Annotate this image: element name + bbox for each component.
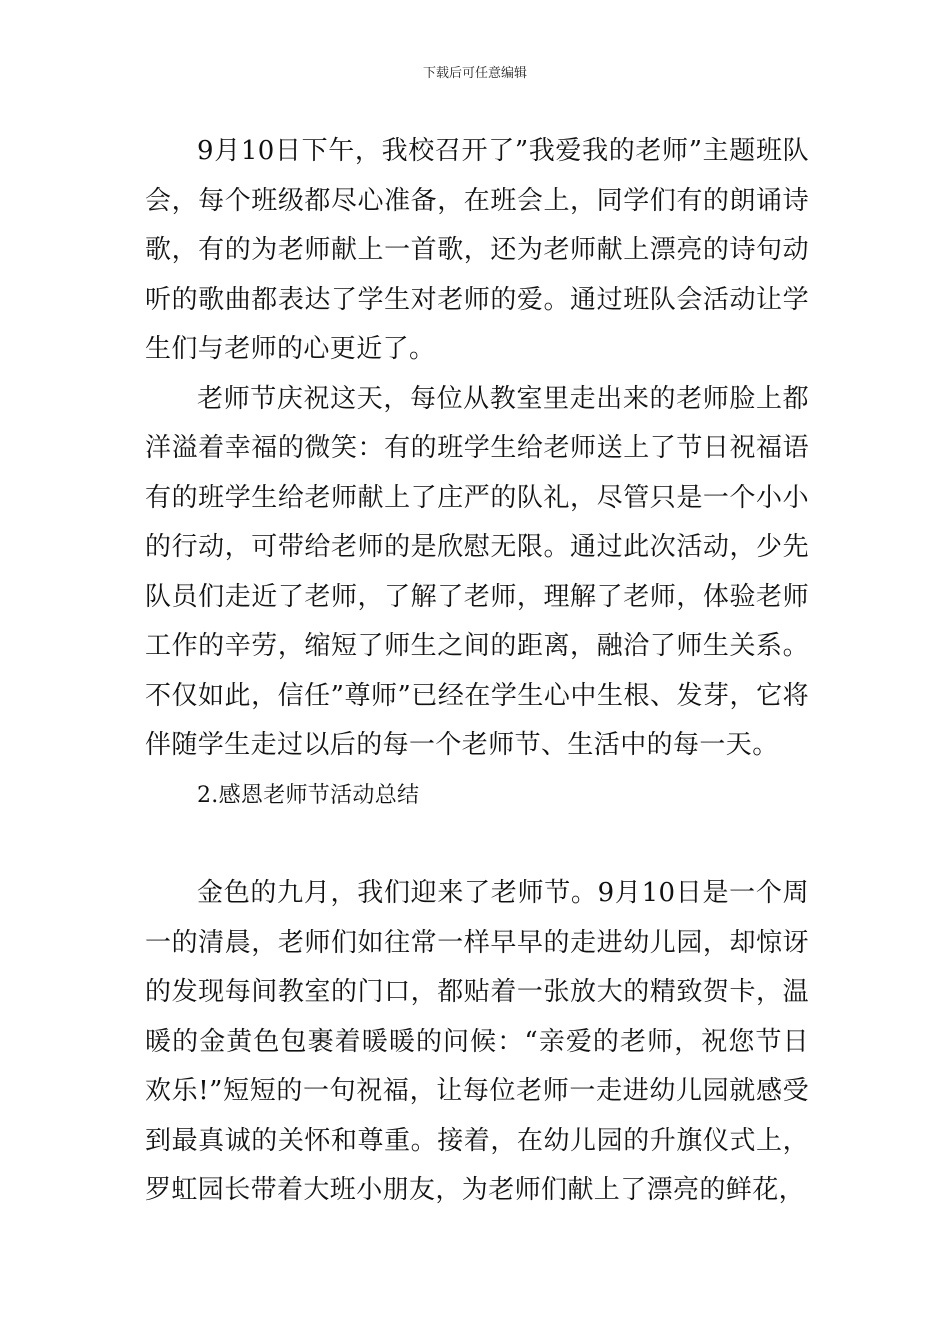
- paragraph-2: 老师节庆祝这天，每位从教室里走出来的老师脸上都洋溢着幸福的微笑：有的班学生给老师送上了节日祝福语有的班学生给老师献上了庄严的队礼，尽管只是一个小小的行动，可带给老师的是欣慰无限。通过此次活动，少先队员们走近了老师，了解了老师，理解了老师，体验老师工作的辛劳，缩短了师生之间的距离，融洽了师生关系。不仅如此，信任”尊师”已经在学生心中生根、发芽，它将伴随学生走过以后的每一个老师节、生活中的每一天。: [145, 383, 809, 760]
- document-body: [145, 127, 809, 1216]
- section-heading: 2.感恩老师节活动总结: [197, 782, 420, 808]
- page-header: 下载后可任意编辑: [422, 66, 527, 81]
- paragraph-3: 金色的九月，我们迎来了老师节。9月10日是一个周一的清晨，老师们如往常一样早早的走进幼儿园，却惊讶的发现每间教室的门口，都贴着一张放大的精致贺卡，温暖的金黄色包裹着暖暖的问候：“亲爱的老师，祝您节日欢乐!”短短的一句祝福，让每位老师一走进幼儿园就感受到最真诚的关怀和尊重。接着，在幼儿园的升旗仪式上，罗虹园长带着大班小朋友，为老师们献上了漂亮的鲜花，: [145, 878, 809, 1205]
- paragraph-1: 9月10日下午，我校召开了”我爱我的老师”主题班队会，每个班级都尽心准备，在班会上，同学们有的朗诵诗歌，有的为老师献上一首歌，还为老师献上漂亮的诗句动听的歌曲都表达了学生对老师的爱。通过班队会活动让学生们与老师的心更近了。: [145, 136, 809, 364]
- section-spacer: [145, 820, 809, 869]
